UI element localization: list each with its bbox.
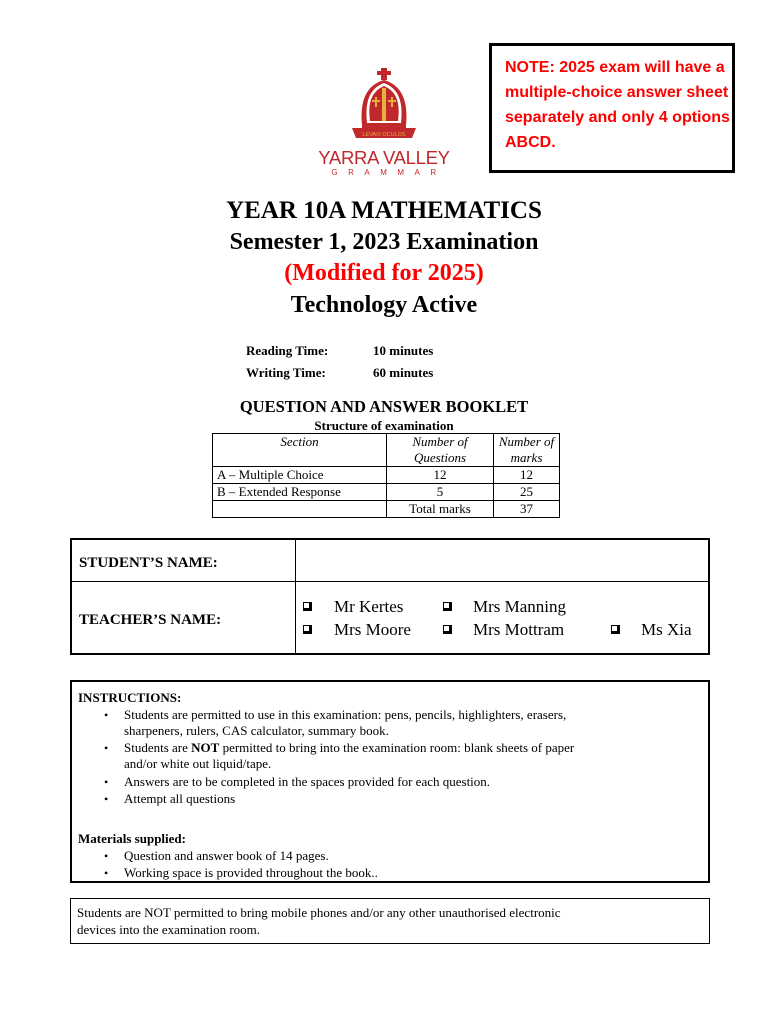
names-divider bbox=[295, 538, 296, 655]
table-header-row bbox=[213, 434, 560, 467]
row-marks: 25 bbox=[494, 484, 560, 501]
instruction-text-part: Students are bbox=[124, 740, 192, 755]
checkbox-icon[interactable] bbox=[443, 625, 452, 634]
teacher-name-label: TEACHER’S NAME: bbox=[79, 612, 222, 628]
instruction-text: Attempt all questions bbox=[124, 791, 236, 806]
bullet-icon: • bbox=[104, 708, 109, 722]
bullet-icon: • bbox=[104, 741, 109, 755]
materials-heading: Materials supplied: bbox=[78, 831, 186, 846]
school-name-sub: GRAMMAR bbox=[331, 168, 447, 177]
phones-notice-text: Students are NOT permitted to bring mobile phones and/or any other unauthorised electronic bbox=[77, 905, 561, 920]
note-text: NOTE: 2025 exam will have a multiple-choice answer sheet separately and only 4 options ABCD. bbox=[505, 59, 730, 151]
instruction-text: Students are permitted to use in this examination: pens, pencils, highlighters, erasers, bbox=[124, 707, 567, 722]
student-name-field[interactable] bbox=[297, 541, 707, 580]
bullet-icon: • bbox=[104, 849, 109, 863]
row-questions: 5 bbox=[387, 484, 494, 501]
teacher-option: Ms Xia bbox=[641, 620, 692, 639]
bullet-icon: • bbox=[104, 775, 109, 789]
checkbox-icon[interactable] bbox=[303, 602, 312, 611]
row-section: A – Multiple Choice bbox=[213, 467, 387, 484]
instruction-text: and/or white out liquid/tape. bbox=[124, 756, 272, 771]
instructions-heading: INSTRUCTIONS: bbox=[78, 690, 182, 705]
writing-time-value: 60 minutes bbox=[373, 365, 434, 380]
instruction-text bbox=[124, 740, 574, 757]
materials-text: Working space is provided throughout the book.. bbox=[124, 865, 378, 880]
teacher-option: Mrs Mottram bbox=[473, 620, 565, 639]
phones-notice-text: devices into the examination room. bbox=[77, 921, 261, 937]
teacher-option: Mrs Manning bbox=[473, 597, 567, 616]
phones-notice-box bbox=[70, 898, 710, 944]
table-row bbox=[213, 467, 560, 484]
note-box bbox=[489, 43, 735, 173]
exam-semester: Semester 1, 2023 Examination bbox=[229, 229, 539, 255]
checkbox-icon[interactable] bbox=[443, 602, 452, 611]
school-name: YARRA VALLEY bbox=[318, 147, 450, 168]
header-marks: Number of marks bbox=[494, 434, 560, 467]
exam-title: YEAR 10A MATHEMATICS bbox=[226, 197, 542, 224]
header-questions: Number of Questions bbox=[387, 434, 494, 467]
reading-time-value: 10 minutes bbox=[373, 343, 434, 358]
total-value: 37 bbox=[494, 501, 560, 518]
row-marks: 12 bbox=[494, 467, 560, 484]
booklet-heading: QUESTION AND ANSWER BOOKLET bbox=[239, 397, 529, 416]
total-empty bbox=[213, 501, 387, 518]
instruction-text-bold: NOT bbox=[191, 740, 220, 755]
instruction-text-part: permitted to bring into the examination room: blank sheets of paper bbox=[219, 740, 575, 755]
reading-time-label: Reading Time: bbox=[246, 343, 329, 358]
checkbox-icon[interactable] bbox=[611, 625, 620, 634]
structure-caption: Structure of examination bbox=[314, 418, 454, 433]
table-row bbox=[213, 484, 560, 501]
header-section: Section bbox=[213, 434, 387, 467]
logo-motto: LEVAVI OCULOS bbox=[362, 132, 406, 138]
writing-time-label: Writing Time: bbox=[246, 365, 326, 380]
student-name-label: STUDENT’S NAME: bbox=[79, 555, 218, 571]
instruction-text: Answers are to be completed in the spaces provided for each question. bbox=[124, 774, 491, 789]
instruction-text: sharpeners, rulers, CAS calculator, summary book. bbox=[124, 723, 389, 738]
exam-technology: Technology Active bbox=[290, 292, 478, 318]
teacher-option: Mr Kertes bbox=[334, 597, 404, 616]
table-total-row bbox=[213, 501, 560, 518]
total-label: Total marks bbox=[387, 501, 494, 518]
names-divider bbox=[70, 581, 710, 582]
checkbox-icon[interactable] bbox=[303, 625, 312, 634]
exam-modified: (Modified for 2025) bbox=[284, 260, 484, 286]
materials-text: Question and answer book of 14 pages. bbox=[124, 848, 329, 863]
row-questions: 12 bbox=[387, 467, 494, 484]
teacher-option: Mrs Moore bbox=[334, 620, 411, 639]
row-section: B – Extended Response bbox=[213, 484, 387, 501]
structure-table bbox=[212, 433, 560, 518]
bullet-icon: • bbox=[104, 866, 109, 880]
bullet-icon: • bbox=[104, 792, 109, 806]
